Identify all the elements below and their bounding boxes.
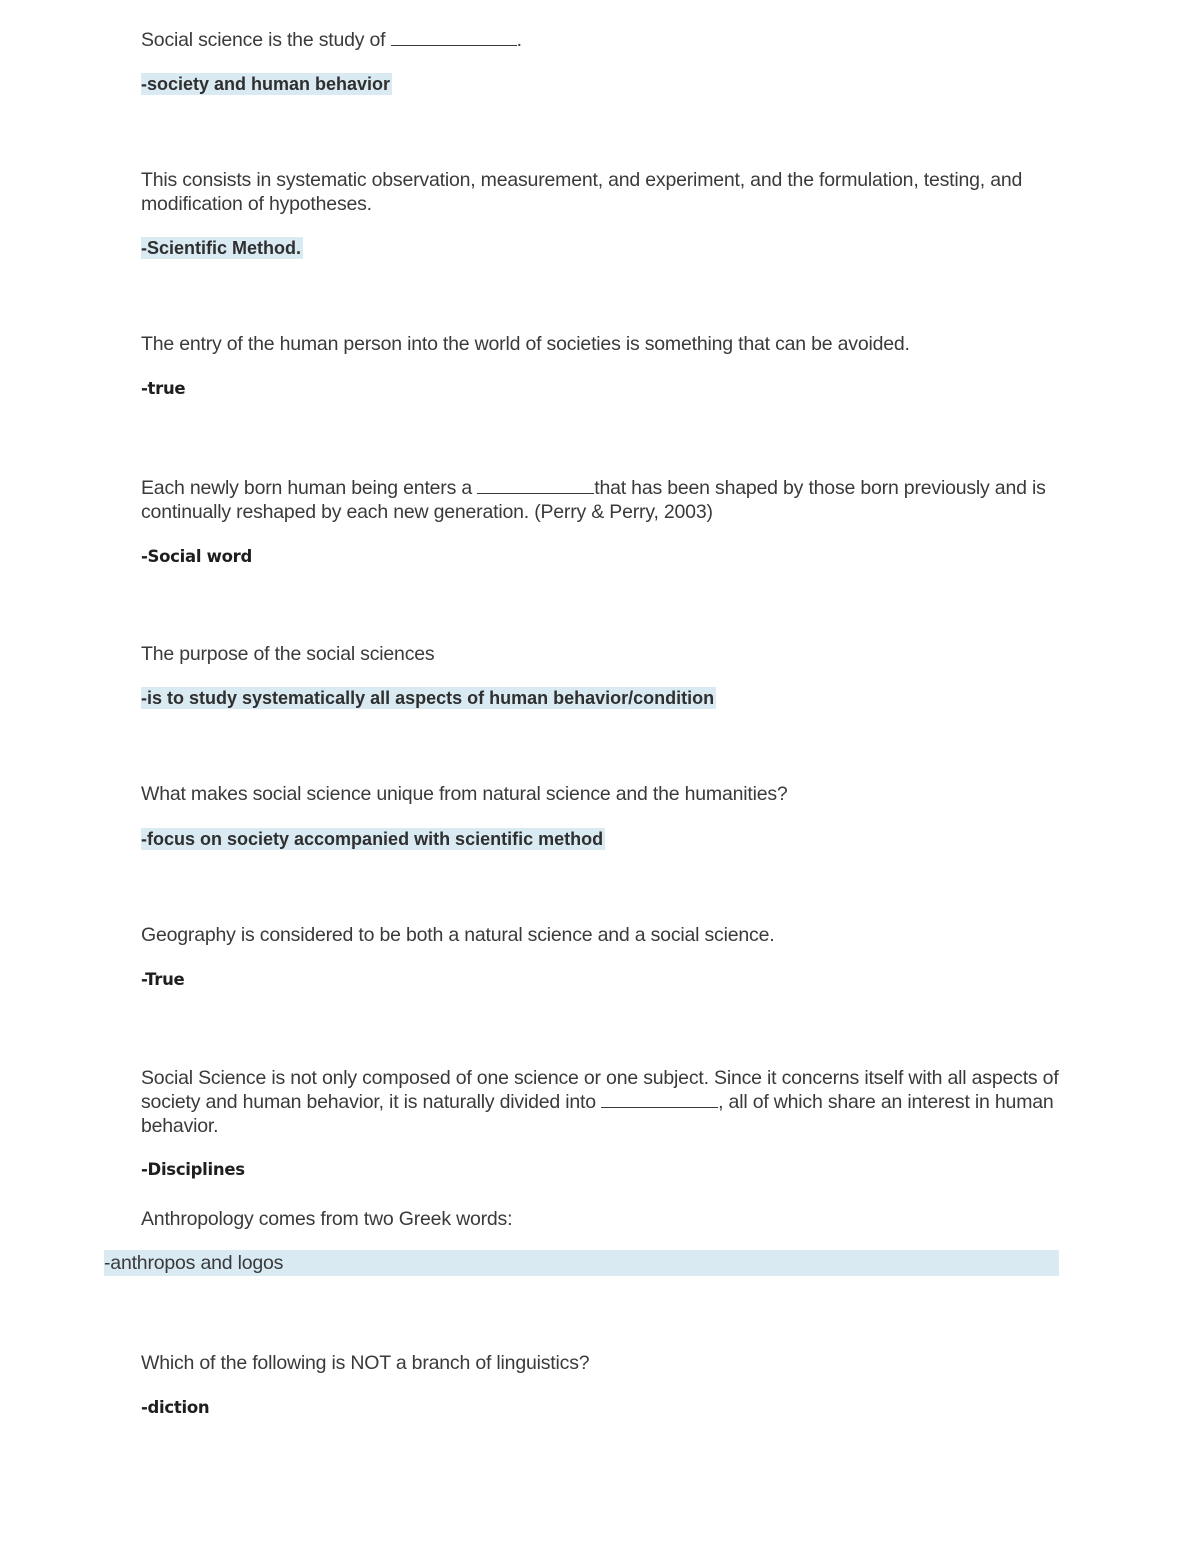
question-1 — [141, 28, 1061, 52]
answer-2 — [141, 237, 1061, 259]
question-text: Social science is the study of — [141, 29, 391, 51]
fill-in-blank — [477, 476, 594, 494]
answer-highlight: -society and human behavior — [141, 74, 391, 94]
question-text: . — [516, 29, 522, 51]
answer-10: -diction — [141, 1398, 210, 1417]
answer-highlight: -is to study systematically all aspects of human behavior/condition — [141, 688, 715, 708]
question-7: Geography is considered to be both a natural science and a social science. — [141, 924, 775, 946]
question-text: Social Science is not only composed of one science or one subject. Since it concerns itself with all aspects of society and human behavior, it is naturally divided into — [141, 1067, 1059, 1113]
answer-6 — [141, 828, 1061, 850]
answer-7: -True — [141, 970, 185, 989]
question-4 — [141, 476, 1061, 524]
answer-9: -anthropos and logos — [104, 1250, 1059, 1276]
question-text: Each newly born human being enters a — [141, 477, 478, 499]
question-10: Which of the following is NOT a branch of linguistics? — [141, 1352, 590, 1374]
question-text: that has been shaped by those born previously and is continually reshaped by each new generation. (Perry & Perry, 2003) — [141, 477, 1046, 523]
answer-highlight: -Scientific Method. — [141, 238, 302, 258]
answer-highlight: -focus on society accompanied with scientific method — [141, 829, 604, 849]
fill-in-blank — [391, 28, 517, 46]
answer-8: -Disciplines — [141, 1160, 245, 1179]
question-text: , all of which share an interest in human behavior. — [141, 1091, 1054, 1137]
question-9: Anthropology comes from two Greek words: — [141, 1208, 513, 1230]
answer-4: -Social word — [141, 547, 252, 566]
question-3: The entry of the human person into the world of societies is something that can be avoided. — [141, 333, 910, 355]
answer-3: -true — [141, 379, 186, 398]
question-8 — [141, 1066, 1061, 1138]
answer-1 — [141, 73, 1061, 95]
question-2: This consists in systematic observation, measurement, and experiment, and the formulation, testing, and modification of hypotheses. — [141, 169, 1023, 215]
question-5: The purpose of the social sciences — [141, 643, 435, 665]
fill-in-blank — [601, 1090, 718, 1108]
answer-5 — [141, 687, 1061, 709]
question-6: What makes social science unique from natural science and the humanities? — [141, 783, 788, 805]
